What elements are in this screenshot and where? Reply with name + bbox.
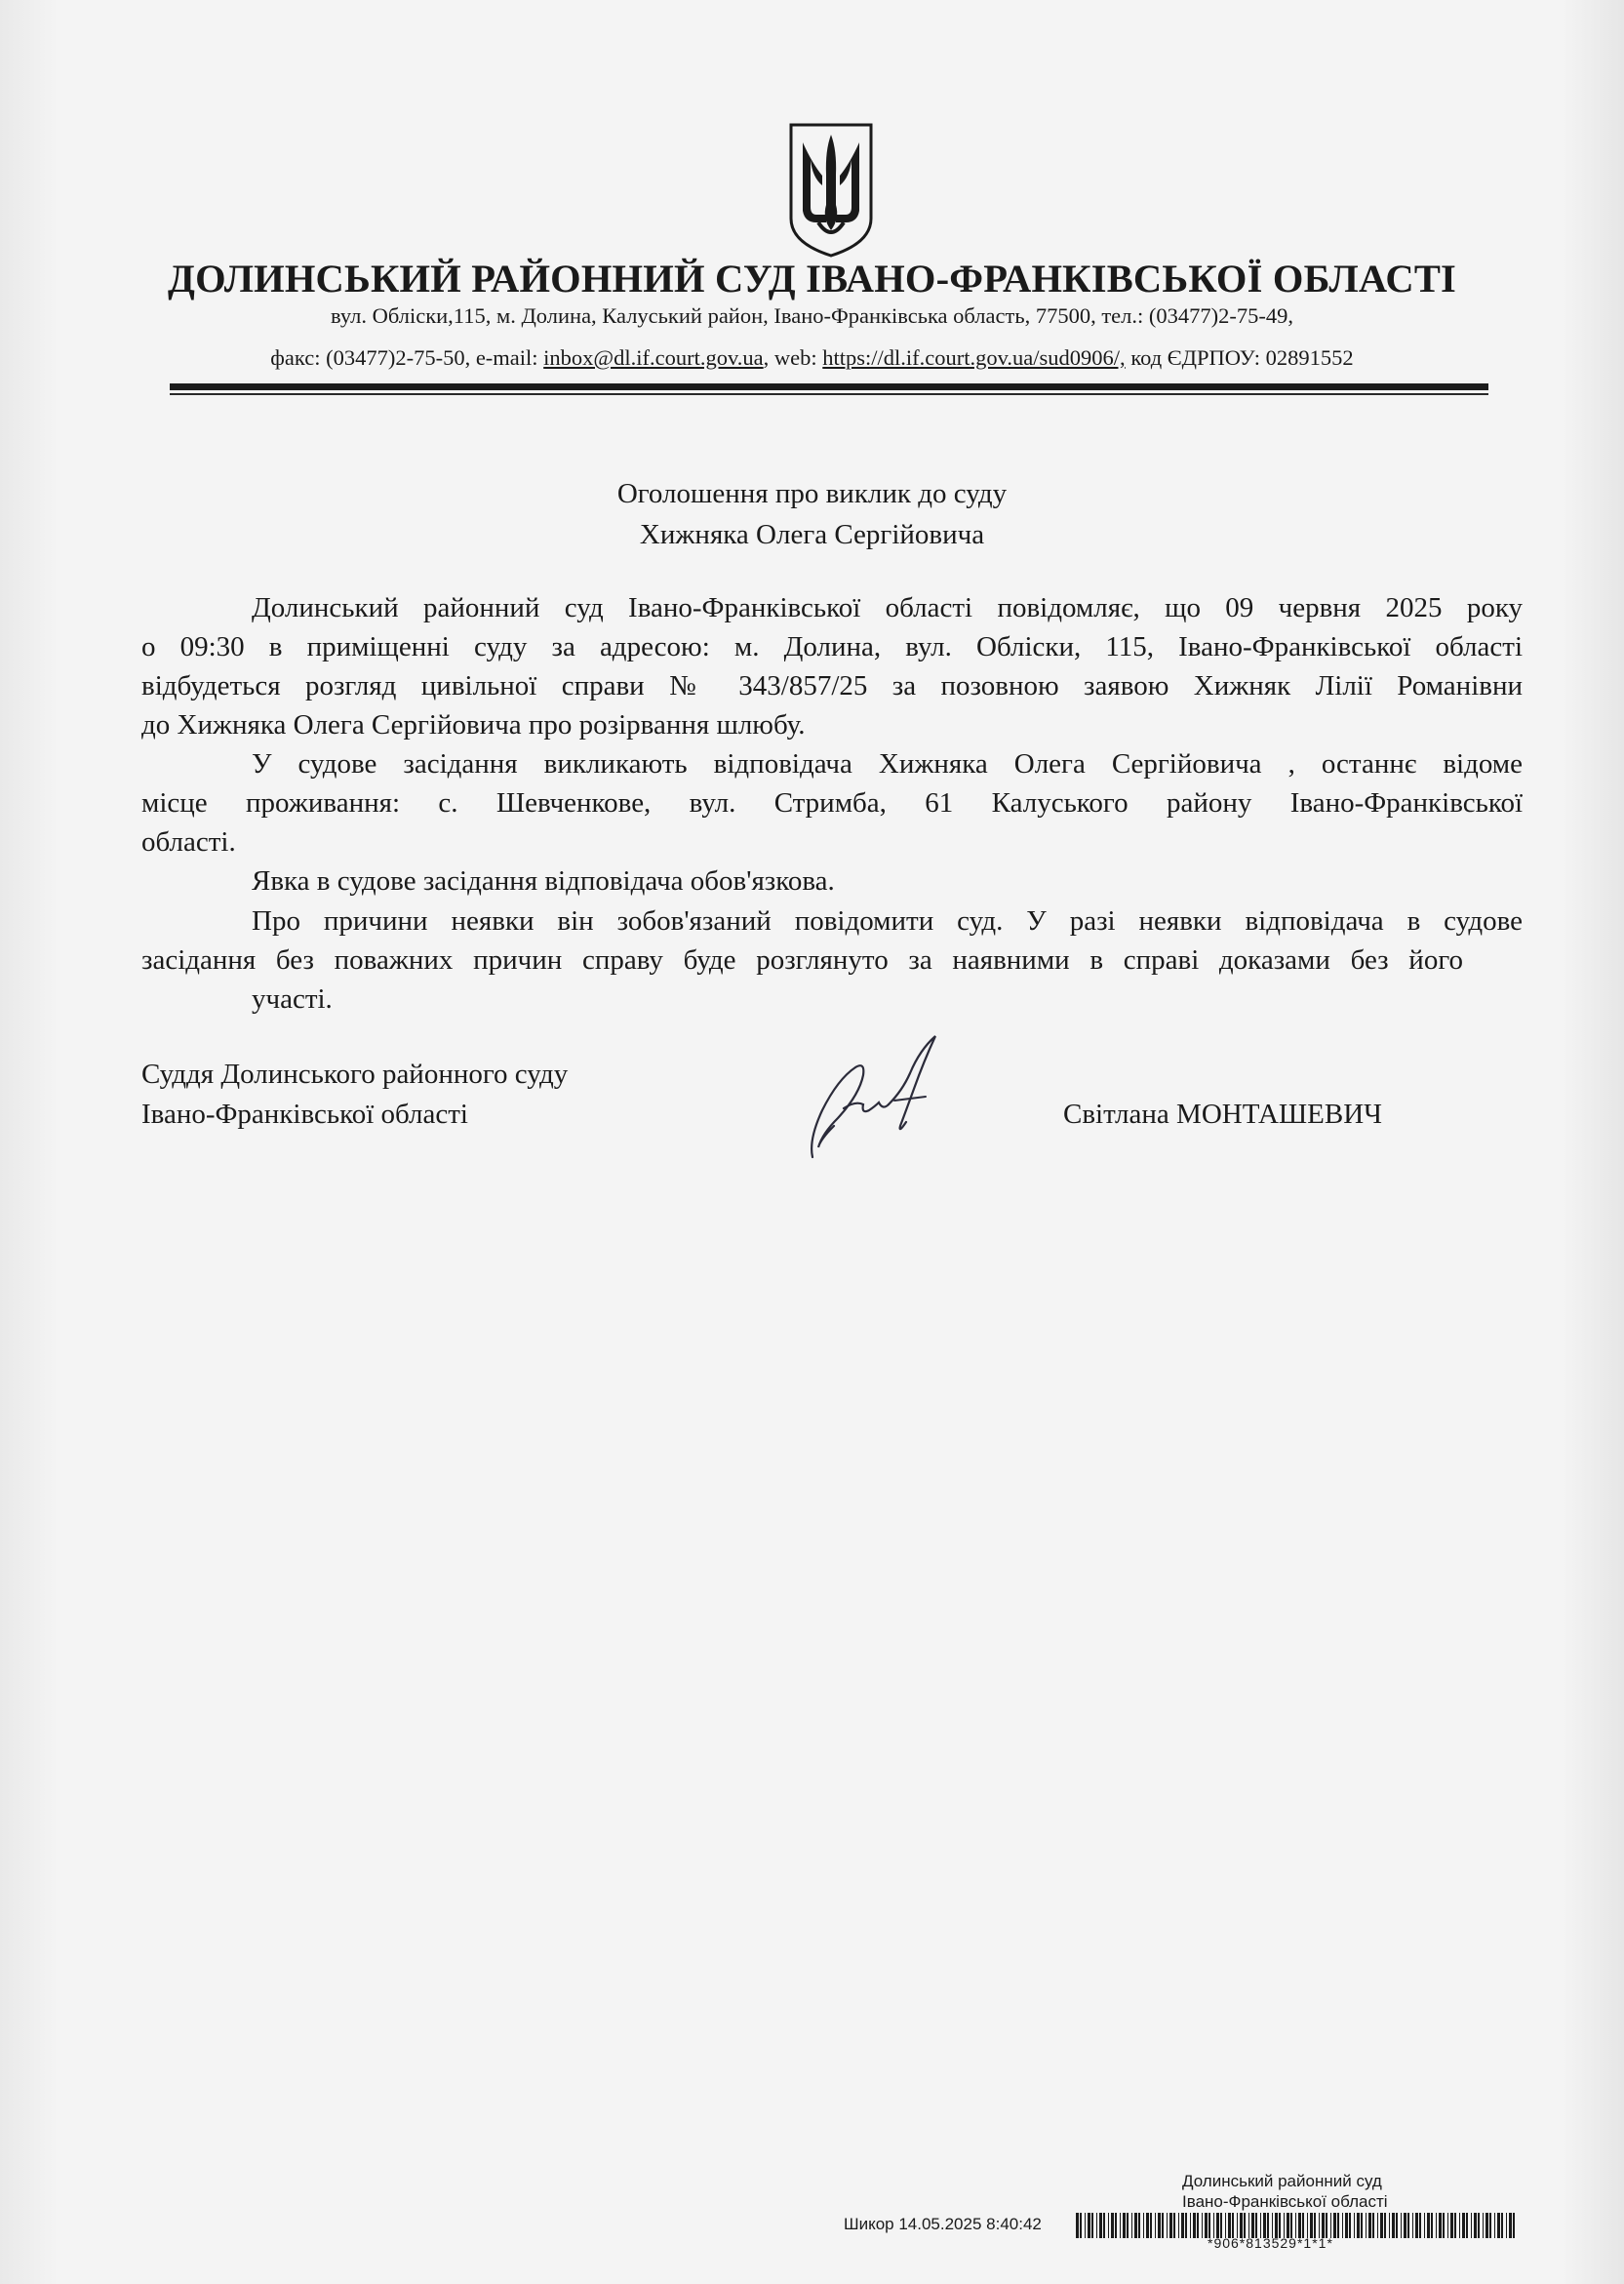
barcode-bar — [1389, 2213, 1390, 2238]
barcode-bar — [1407, 2213, 1409, 2238]
barcode-bar — [1080, 2213, 1082, 2238]
barcode-bar — [1415, 2213, 1418, 2238]
barcode-bar — [1447, 2213, 1448, 2238]
barcode-bar — [1501, 2213, 1503, 2238]
header-divider-thin — [170, 393, 1488, 395]
barcode-bar — [1459, 2213, 1460, 2238]
judge-name: Світлана МОНТАШЕВИЧ — [1063, 1099, 1383, 1130]
header-divider-thick — [170, 383, 1488, 390]
web-link[interactable]: https://dl.if.court.gov.ua/sud0906/, — [822, 345, 1126, 370]
barcode-bar — [1185, 2213, 1187, 2238]
barcode-number: *906*813529*1*1* — [1208, 2235, 1333, 2249]
barcode-bar — [1337, 2213, 1339, 2238]
barcode-bar — [1427, 2213, 1430, 2238]
stamp-court-name: Долинський районний суд — [1182, 2172, 1382, 2190]
barcode-bar — [1342, 2213, 1343, 2238]
barcode-bar — [1085, 2213, 1086, 2238]
barcode-bar — [1349, 2213, 1351, 2238]
barcode-bar — [1474, 2213, 1477, 2238]
barcode-bar — [1178, 2213, 1179, 2238]
judge-position-region: Івано-Франківської області — [141, 1099, 468, 1130]
body-line: Про причини неявки він зобов'язаний повідомити суд. У разі неявки відповідача в судове — [252, 905, 1523, 937]
email-link[interactable]: inbox@dl.if.court.gov.ua — [543, 345, 764, 370]
barcode-bar — [1497, 2213, 1500, 2238]
barcode-bar — [1333, 2213, 1336, 2238]
barcode-bar — [1169, 2213, 1172, 2238]
body-line: відбудеться розгляд цивільної справи № 343/857/25 за позовною заявою Хижняк Лілії Романівни — [141, 670, 1523, 701]
body-line: о 09:30 в приміщенні суду за адресою: м. Долина, вул. Обліски, 115, Івано-Франківської області — [141, 631, 1523, 662]
barcode-bar — [1108, 2213, 1109, 2238]
barcode-bar — [1462, 2213, 1465, 2238]
barcode-bar — [1103, 2213, 1105, 2238]
barcode-bar — [1193, 2213, 1196, 2238]
barcode-bar — [1436, 2213, 1437, 2238]
barcode-bar — [1392, 2213, 1395, 2238]
barcode-bar — [1494, 2213, 1495, 2238]
web-prefix: , web: — [763, 345, 823, 370]
barcode-bar — [1431, 2213, 1433, 2238]
barcode-bar — [1076, 2213, 1079, 2238]
barcode-bar — [1466, 2213, 1468, 2238]
barcode-bar — [1202, 2213, 1203, 2238]
barcode-bar — [1134, 2213, 1137, 2238]
barcode-bar — [1173, 2213, 1175, 2238]
body-line: Долинський районний суд Івано-Франківської області повідомляє, що 09 червня 2025 року — [252, 592, 1523, 623]
barcode-bar — [1513, 2213, 1515, 2238]
barcode-bar — [1384, 2213, 1386, 2238]
court-address: вул. Обліски,115, м. Долина, Калуський район, Івано-Франківська область, 77500, тел.: (03477)2-75-49, — [331, 303, 1293, 328]
barcode-bar — [1357, 2213, 1360, 2238]
barcode-bar — [1366, 2213, 1367, 2238]
barcode-bar — [1115, 2213, 1117, 2238]
barcode-bar — [1127, 2213, 1129, 2238]
barcode-bar — [1120, 2213, 1121, 2238]
barcode-bar — [1111, 2213, 1114, 2238]
barcode-bar — [1454, 2213, 1456, 2238]
registration-datetime: Шикор 14.05.2025 8:40:42 — [844, 2215, 1042, 2233]
barcode-bar — [1197, 2213, 1199, 2238]
body-line: Явка в судове засідання відповідача обов'язкова. — [252, 865, 835, 897]
barcode-bar — [1368, 2213, 1371, 2238]
barcode-bar — [1372, 2213, 1374, 2238]
court-name: ДОЛИНСЬКИЙ РАЙОННИЙ СУД ІВАНО-ФРАНКІВСЬКОЇ ОБЛАСТІ — [168, 257, 1456, 301]
barcode-bar — [1404, 2213, 1406, 2238]
barcode-bar — [1091, 2213, 1093, 2238]
announcement-title: Оголошення про виклик до суду — [616, 478, 1008, 509]
tryzub-emblem-icon — [787, 121, 875, 259]
barcode-bar — [1439, 2213, 1442, 2238]
barcode-bar — [1509, 2213, 1512, 2238]
barcode-bar — [1354, 2213, 1355, 2238]
court-contacts — [0, 345, 1624, 371]
barcode-bar — [1396, 2213, 1398, 2238]
barcode-bar — [1167, 2213, 1168, 2238]
body-line: місце проживання: с. Шевченкове, вул. Стримба, 61 Калуського району Івано-Франківської — [141, 787, 1523, 819]
stamp-court-region: Івано-Франківської області — [1182, 2192, 1388, 2211]
announcement-person: Хижняка Олега Сергійовича — [639, 519, 985, 550]
barcode-bar — [1143, 2213, 1144, 2238]
barcode-bar — [1088, 2213, 1090, 2238]
barcode-bar — [1123, 2213, 1126, 2238]
barcode-bar — [1155, 2213, 1156, 2238]
barcode-bar — [1443, 2213, 1445, 2238]
barcode-bar — [1471, 2213, 1472, 2238]
barcode-bar — [1450, 2213, 1453, 2238]
barcode-bar — [1401, 2213, 1402, 2238]
body-line: засідання без поважних причин справу буде розглянуто за наявними в справі доказами без його — [141, 944, 1463, 976]
body-line: до Хижняка Олега Сергійовича про розірвання шлюбу. — [141, 709, 806, 741]
barcode-bar — [1489, 2213, 1491, 2238]
edrpou-code: код ЄДРПОУ: 02891552 — [1125, 345, 1354, 370]
barcode-bar — [1361, 2213, 1363, 2238]
barcode-bar — [1377, 2213, 1378, 2238]
body-line: участі. — [252, 983, 333, 1015]
barcode-bar — [1162, 2213, 1164, 2238]
barcode-bar — [1345, 2213, 1348, 2238]
barcode-bar — [1485, 2213, 1488, 2238]
barcode-bar — [1158, 2213, 1161, 2238]
body-line: У судове засідання викликають відповідача Хижняка Олега Сергійовича , останнє відоме — [252, 748, 1523, 780]
handwritten-signature — [805, 1032, 951, 1161]
barcode-bar — [1150, 2213, 1152, 2238]
barcode-bar — [1190, 2213, 1191, 2238]
barcode-bar — [1096, 2213, 1097, 2238]
body-line: області. — [141, 826, 236, 858]
barcode-bar — [1478, 2213, 1480, 2238]
judge-position: Суддя Долинського районного суду — [141, 1059, 569, 1090]
fax-text: факс: (03477)2-75-50, e-mail: — [270, 345, 544, 370]
barcode-bar — [1380, 2213, 1383, 2238]
barcode-bar — [1424, 2213, 1425, 2238]
barcode-bar — [1506, 2213, 1507, 2238]
barcode-bar — [1181, 2213, 1184, 2238]
barcode-bar — [1483, 2213, 1484, 2238]
barcode-bar — [1412, 2213, 1413, 2238]
barcode-bar — [1419, 2213, 1421, 2238]
barcode-bar — [1146, 2213, 1149, 2238]
barcode-bar — [1099, 2213, 1102, 2238]
barcode-bar — [1131, 2213, 1132, 2238]
barcode-bar — [1138, 2213, 1140, 2238]
